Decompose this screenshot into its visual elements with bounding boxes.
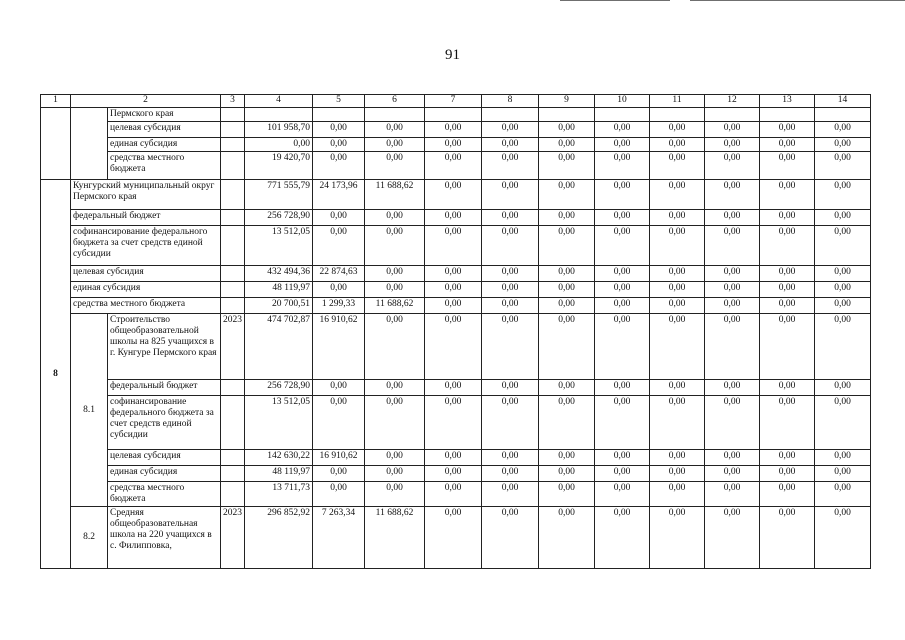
table-row [41, 210, 871, 226]
value-cell: 0,00 [705, 396, 760, 450]
subsection-number: 8.1 [71, 314, 108, 507]
value-cell: 0,00 [539, 298, 595, 314]
page-number: 91 [445, 47, 460, 63]
value-cell: 0,00 [705, 380, 760, 396]
table-row [41, 482, 871, 507]
value-cell: 0,00 [482, 282, 539, 298]
value-cell: 0,00 [425, 210, 482, 226]
value-cell: 0,00 [365, 380, 425, 396]
row-label: софинансирование федерального бюджета за счет средств единой субсидии [108, 396, 221, 450]
year-cell [221, 108, 245, 122]
value-cell: 13 512,05 [245, 226, 313, 266]
column-header: 10 [595, 95, 650, 108]
value-cell: 0,00 [650, 180, 705, 210]
value-cell: 0,00 [650, 396, 705, 450]
value-cell: 11 688,62 [365, 298, 425, 314]
value-cell: 256 728,90 [245, 380, 313, 396]
top-rule-right [690, 0, 905, 1]
column-header: 3 [221, 95, 245, 108]
row-label: единая субсидия [108, 466, 221, 482]
column-header: 11 [650, 95, 705, 108]
value-cell: 7 263,34 [313, 507, 365, 569]
value-cell: 0,00 [425, 226, 482, 266]
value-cell: 0,00 [760, 482, 815, 507]
value-cell: 0,00 [365, 210, 425, 226]
table-row [41, 138, 871, 152]
value-cell: 0,00 [425, 298, 482, 314]
value-cell: 0,00 [650, 282, 705, 298]
value-cell: 0,00 [482, 266, 539, 282]
value-cell: 13 711,73 [245, 482, 313, 507]
value-cell: 0,00 [365, 152, 425, 180]
column-header: 8 [482, 95, 539, 108]
value-cell: 0,00 [815, 210, 871, 226]
row-label: средства местного бюджета [108, 152, 221, 180]
value-cell: 0,00 [760, 226, 815, 266]
table-row [41, 396, 871, 450]
value-cell: 0,00 [425, 152, 482, 180]
row-label: единая субсидия [108, 138, 221, 152]
value-cell: 0,00 [705, 507, 760, 569]
value-cell: 0,00 [425, 282, 482, 298]
table-row [41, 266, 871, 282]
value-cell: 0,00 [313, 482, 365, 507]
value-cell: 0,00 [482, 507, 539, 569]
row-label: целевая субсидия [108, 122, 221, 138]
year-cell [221, 122, 245, 138]
column-header: 12 [705, 95, 760, 108]
value-cell: 0,00 [365, 450, 425, 466]
value-cell: 0,00 [705, 180, 760, 210]
value-cell: 0,00 [650, 138, 705, 152]
row-label: федеральный бюджет [71, 210, 221, 226]
column-header: 6 [365, 95, 425, 108]
value-cell: 0,00 [595, 122, 650, 138]
value-cell [313, 108, 365, 122]
table-row [41, 226, 871, 266]
value-cell: 0,00 [705, 314, 760, 380]
column-header: 7 [425, 95, 482, 108]
value-cell: 0,00 [595, 210, 650, 226]
value-cell: 0,00 [650, 298, 705, 314]
header-row [41, 95, 871, 108]
year-cell [221, 466, 245, 482]
value-cell: 0,00 [595, 396, 650, 450]
value-cell: 0,00 [815, 450, 871, 466]
value-cell: 0,00 [482, 180, 539, 210]
value-cell [705, 108, 760, 122]
value-cell: 0,00 [539, 482, 595, 507]
value-cell: 0,00 [595, 226, 650, 266]
value-cell: 16 910,62 [313, 314, 365, 380]
value-cell: 0,00 [425, 314, 482, 380]
value-cell: 0,00 [650, 122, 705, 138]
column-header: 2 [71, 95, 221, 108]
value-cell: 0,00 [482, 482, 539, 507]
value-cell: 101 958,70 [245, 122, 313, 138]
value-cell: 0,00 [482, 138, 539, 152]
value-cell: 0,00 [595, 466, 650, 482]
value-cell: 474 702,87 [245, 314, 313, 380]
value-cell: 0,00 [539, 507, 595, 569]
value-cell: 0,00 [705, 282, 760, 298]
value-cell: 0,00 [482, 466, 539, 482]
value-cell: 0,00 [815, 396, 871, 450]
value-cell: 0,00 [365, 282, 425, 298]
value-cell: 0,00 [595, 450, 650, 466]
value-cell [539, 108, 595, 122]
value-cell: 0,00 [539, 380, 595, 396]
year-cell: 2023 [221, 507, 245, 569]
value-cell: 0,00 [539, 266, 595, 282]
value-cell: 0,00 [760, 507, 815, 569]
value-cell: 0,00 [539, 466, 595, 482]
table-row [41, 314, 871, 380]
table-row [41, 122, 871, 138]
value-cell: 0,00 [705, 266, 760, 282]
value-cell: 0,00 [595, 138, 650, 152]
value-cell [365, 108, 425, 122]
value-cell [425, 108, 482, 122]
row-label: Пермского края [108, 108, 221, 122]
value-cell: 432 494,36 [245, 266, 313, 282]
value-cell: 0,00 [539, 122, 595, 138]
value-cell: 0,00 [365, 396, 425, 450]
value-cell: 0,00 [425, 396, 482, 450]
value-cell: 0,00 [760, 152, 815, 180]
year-cell [221, 396, 245, 450]
value-cell: 0,00 [760, 122, 815, 138]
value-cell [760, 108, 815, 122]
value-cell: 0,00 [815, 466, 871, 482]
value-cell: 11 688,62 [365, 507, 425, 569]
column-header: 9 [539, 95, 595, 108]
value-cell: 24 173,96 [313, 180, 365, 210]
value-cell: 0,00 [595, 298, 650, 314]
year-cell [221, 226, 245, 266]
value-cell: 0,00 [425, 482, 482, 507]
subsection-number: 8.2 [71, 507, 108, 569]
value-cell: 0,00 [705, 450, 760, 466]
year-cell [221, 380, 245, 396]
value-cell: 0,00 [650, 380, 705, 396]
top-rule-left [560, 0, 670, 1]
value-cell: 0,00 [313, 122, 365, 138]
table-row [41, 108, 871, 122]
value-cell: 256 728,90 [245, 210, 313, 226]
value-cell: 0,00 [425, 266, 482, 282]
value-cell: 0,00 [595, 180, 650, 210]
value-cell: 0,00 [650, 507, 705, 569]
value-cell: 0,00 [365, 466, 425, 482]
table-row [41, 152, 871, 180]
value-cell: 0,00 [313, 466, 365, 482]
value-cell: 0,00 [482, 450, 539, 466]
value-cell: 0,00 [365, 266, 425, 282]
row-label: средства местного бюджета [71, 298, 221, 314]
value-cell [595, 108, 650, 122]
value-cell: 0,00 [705, 298, 760, 314]
value-cell: 0,00 [650, 226, 705, 266]
value-cell: 0,00 [425, 180, 482, 210]
year-cell [221, 138, 245, 152]
value-cell: 0,00 [539, 180, 595, 210]
value-cell: 0,00 [313, 138, 365, 152]
value-cell: 0,00 [365, 138, 425, 152]
value-cell: 0,00 [539, 152, 595, 180]
year-cell [221, 152, 245, 180]
value-cell: 0,00 [425, 138, 482, 152]
value-cell: 0,00 [705, 152, 760, 180]
value-cell: 0,00 [815, 122, 871, 138]
year-cell [221, 482, 245, 507]
value-cell: 0,00 [705, 482, 760, 507]
value-cell: 0,00 [313, 396, 365, 450]
value-cell: 0,00 [705, 466, 760, 482]
value-cell: 0,00 [313, 282, 365, 298]
value-cell: 0,00 [705, 226, 760, 266]
value-cell [482, 108, 539, 122]
value-cell: 0,00 [365, 314, 425, 380]
value-cell: 11 688,62 [365, 180, 425, 210]
value-cell: 0,00 [815, 314, 871, 380]
column-header: 1 [41, 95, 71, 108]
year-cell: 2023 [221, 314, 245, 380]
value-cell: 22 874,63 [313, 266, 365, 282]
value-cell: 0,00 [760, 266, 815, 282]
value-cell: 0,00 [760, 314, 815, 380]
value-cell: 0,00 [595, 282, 650, 298]
value-cell: 0,00 [539, 450, 595, 466]
value-cell: 0,00 [539, 210, 595, 226]
value-cell: 0,00 [650, 266, 705, 282]
value-cell: 0,00 [595, 314, 650, 380]
value-cell: 0,00 [760, 180, 815, 210]
value-cell: 0,00 [705, 122, 760, 138]
value-cell: 0,00 [425, 466, 482, 482]
value-cell: 0,00 [595, 266, 650, 282]
value-cell: 0,00 [365, 226, 425, 266]
value-cell: 0,00 [365, 482, 425, 507]
value-cell: 0,00 [425, 380, 482, 396]
value-cell: 0,00 [482, 152, 539, 180]
value-cell: 0,00 [425, 507, 482, 569]
value-cell [245, 108, 313, 122]
value-cell: 0,00 [425, 450, 482, 466]
value-cell: 1 299,33 [313, 298, 365, 314]
row-label: единая субсидия [71, 282, 221, 298]
year-cell [221, 450, 245, 466]
table-row [41, 180, 871, 210]
value-cell: 0,00 [815, 152, 871, 180]
year-cell [221, 266, 245, 282]
table-row [41, 282, 871, 298]
value-cell: 0,00 [815, 380, 871, 396]
value-cell: 771 555,79 [245, 180, 313, 210]
value-cell: 0,00 [313, 210, 365, 226]
value-cell: 48 119,97 [245, 282, 313, 298]
value-cell: 0,00 [650, 450, 705, 466]
value-cell: 0,00 [815, 138, 871, 152]
value-cell: 0,00 [482, 210, 539, 226]
value-cell: 0,00 [539, 226, 595, 266]
value-cell: 0,00 [815, 226, 871, 266]
value-cell: 0,00 [760, 298, 815, 314]
value-cell: 0,00 [760, 466, 815, 482]
row-label: целевая субсидия [108, 450, 221, 466]
value-cell: 0,00 [815, 507, 871, 569]
value-cell: 0,00 [539, 282, 595, 298]
table-row [41, 466, 871, 482]
value-cell: 142 630,22 [245, 450, 313, 466]
subsection-number-cell [71, 108, 108, 180]
value-cell: 0,00 [815, 282, 871, 298]
table-row [41, 380, 871, 396]
value-cell: 0,00 [482, 122, 539, 138]
value-cell: 0,00 [650, 314, 705, 380]
column-header: 14 [815, 95, 871, 108]
value-cell: 0,00 [705, 210, 760, 226]
value-cell: 0,00 [760, 282, 815, 298]
value-cell: 16 910,62 [313, 450, 365, 466]
value-cell: 0,00 [815, 298, 871, 314]
section-number-cell [41, 108, 71, 180]
value-cell: 0,00 [539, 396, 595, 450]
value-cell: 48 119,97 [245, 466, 313, 482]
year-cell [221, 298, 245, 314]
row-label: софинансирование федерального бюджета за счет средств единой субсидии [71, 226, 221, 266]
table-row [41, 450, 871, 466]
value-cell: 0,00 [482, 380, 539, 396]
column-header: 4 [245, 95, 313, 108]
value-cell: 0,00 [539, 314, 595, 380]
value-cell: 0,00 [482, 226, 539, 266]
value-cell: 0,00 [650, 466, 705, 482]
row-label: целевая субсидия [71, 266, 221, 282]
value-cell: 0,00 [313, 226, 365, 266]
value-cell: 20 700,51 [245, 298, 313, 314]
table-row [41, 507, 871, 569]
value-cell: 0,00 [595, 152, 650, 180]
value-cell: 0,00 [815, 180, 871, 210]
budget-table [40, 94, 871, 569]
value-cell [650, 108, 705, 122]
value-cell: 0,00 [595, 380, 650, 396]
value-cell: 13 512,05 [245, 396, 313, 450]
value-cell: 0,00 [313, 380, 365, 396]
value-cell: 0,00 [650, 210, 705, 226]
value-cell: 0,00 [650, 152, 705, 180]
value-cell: 0,00 [482, 396, 539, 450]
value-cell: 0,00 [815, 482, 871, 507]
value-cell: 0,00 [482, 314, 539, 380]
value-cell: 0,00 [539, 138, 595, 152]
value-cell: 0,00 [365, 122, 425, 138]
value-cell: 296 852,92 [245, 507, 313, 569]
value-cell: 0,00 [760, 380, 815, 396]
value-cell: 0,00 [760, 210, 815, 226]
year-cell [221, 282, 245, 298]
value-cell: 0,00 [425, 122, 482, 138]
value-cell: 0,00 [482, 298, 539, 314]
table-row [41, 298, 871, 314]
value-cell: 0,00 [760, 396, 815, 450]
value-cell: 0,00 [595, 507, 650, 569]
value-cell: 0,00 [760, 450, 815, 466]
row-label: Кунгурский муниципальный округ Пермского края [71, 180, 221, 210]
row-label: Средняя общеобразовательная школа на 220 учащихся в с. Филипповка, [108, 507, 221, 569]
value-cell: 19 420,70 [245, 152, 313, 180]
value-cell: 0,00 [760, 138, 815, 152]
value-cell: 0,00 [245, 138, 313, 152]
year-cell [221, 180, 245, 210]
value-cell [815, 108, 871, 122]
value-cell: 0,00 [595, 482, 650, 507]
value-cell: 0,00 [313, 152, 365, 180]
value-cell: 0,00 [650, 482, 705, 507]
row-label: Строительство общеобразовательной школы на 825 учащихся в г. Кунгуре Пермского края [108, 314, 221, 380]
value-cell: 0,00 [815, 266, 871, 282]
row-label: федеральный бюджет [108, 380, 221, 396]
row-label: средства местного бюджета [108, 482, 221, 507]
column-header: 13 [760, 95, 815, 108]
column-header: 5 [313, 95, 365, 108]
year-cell [221, 210, 245, 226]
value-cell: 0,00 [705, 138, 760, 152]
section-number: 8 [41, 180, 71, 569]
